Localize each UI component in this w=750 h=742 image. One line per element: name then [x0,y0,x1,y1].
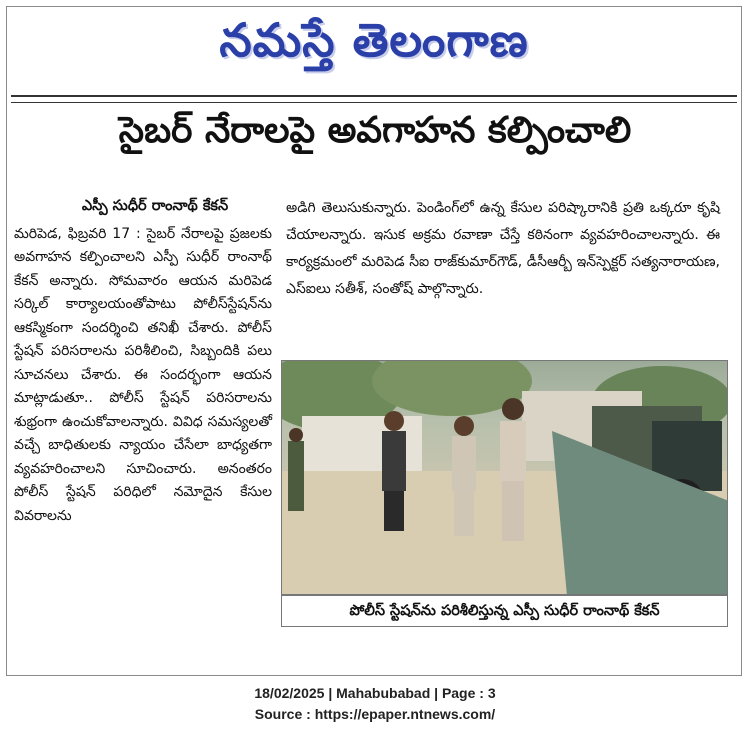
article-headline: సైబర్ నేరాలపై అవగాహన కల్పించాలి [118,110,632,151]
photo-scene [282,361,728,595]
article-left-column [14,195,272,528]
masthead-divider [11,95,737,103]
article-right-column: అడిగి తెలుసుకున్నారు. పెండింగ్‌లో ఉన్న కేసుల పరిష్కారానికి ప్రతి ఒక్కరూ కృషి చేయాలన్నారు. ఇసుక అక్రమ రవాణా చేస్తే కఠినంగా వ్యవహరించాలన్నారు. ఈ కార్యక్రమంలో మరిపెడ సీఐ రాజ్‌కుమార్‌గౌడ్, డీసీఆర్బీ ఇన్‌స్పెక్టర్ సత్యనారాయణ, ఎస్‌ఐలు సతీశ్, సంతోష్ పాల్గొన్నారు. [286,200,720,297]
footer-source: Source : https://epaper.ntnews.com/ [254,706,496,722]
photo-caption: పోలీస్ స్టేషన్‌ను పరిశీలిస్తున్న ఎస్పీ సుధీర్ రాంనాథ్ కేకన్ [281,595,728,627]
news-photo [281,360,728,595]
article-byline: ఎస్పీ సుధీర్ రాంనాథ్ కేకన్ [81,198,229,214]
newspaper-masthead: నమస్తే తెలంగాణ [219,13,529,67]
left-column-text: మరిపెడ, ఫిబ్రవరి 17 : సైబర్ నేరాలపై ప్రజలకు అవగాహన కల్పించాలని ఎస్పీ సుధీర్ రాంనాథ్ కేకన్ అన్నారు. సోమవారం ఆయన మరిపెడ సర్కిల్ కార్యాలయంతోపాటు పోలీస్‌స్టేషన్‌ను ఆకస్మికంగా సందర్శించి తనిఖీ చేశారు. పోలీస్ స్టేషన్ పరిసరాలను పరిశీలించి, సిబ్బందికి పలు సూచనలు చేశారు. ఈ సందర్భంగా ఆయన మాట్లాడుతూ.. పోలీస్ స్టేషన్ పరిసరాలను శుభ్రంగా ఉంచుకోవాలన్నారు. వివిధ సమస్యలతో వచ్చే బాధితులకు న్యాయం చేసేలా బాధ్యతగా వ్యవహరించాలని సూచించారు. అనంతరం పోలీస్ స్టేషన్ పరిధిలో నమోదైన కేసుల వివరాలను [14,225,272,524]
footer-date-edition: 18/02/2025 | Mahabubabad | Page : 3 [254,685,496,701]
